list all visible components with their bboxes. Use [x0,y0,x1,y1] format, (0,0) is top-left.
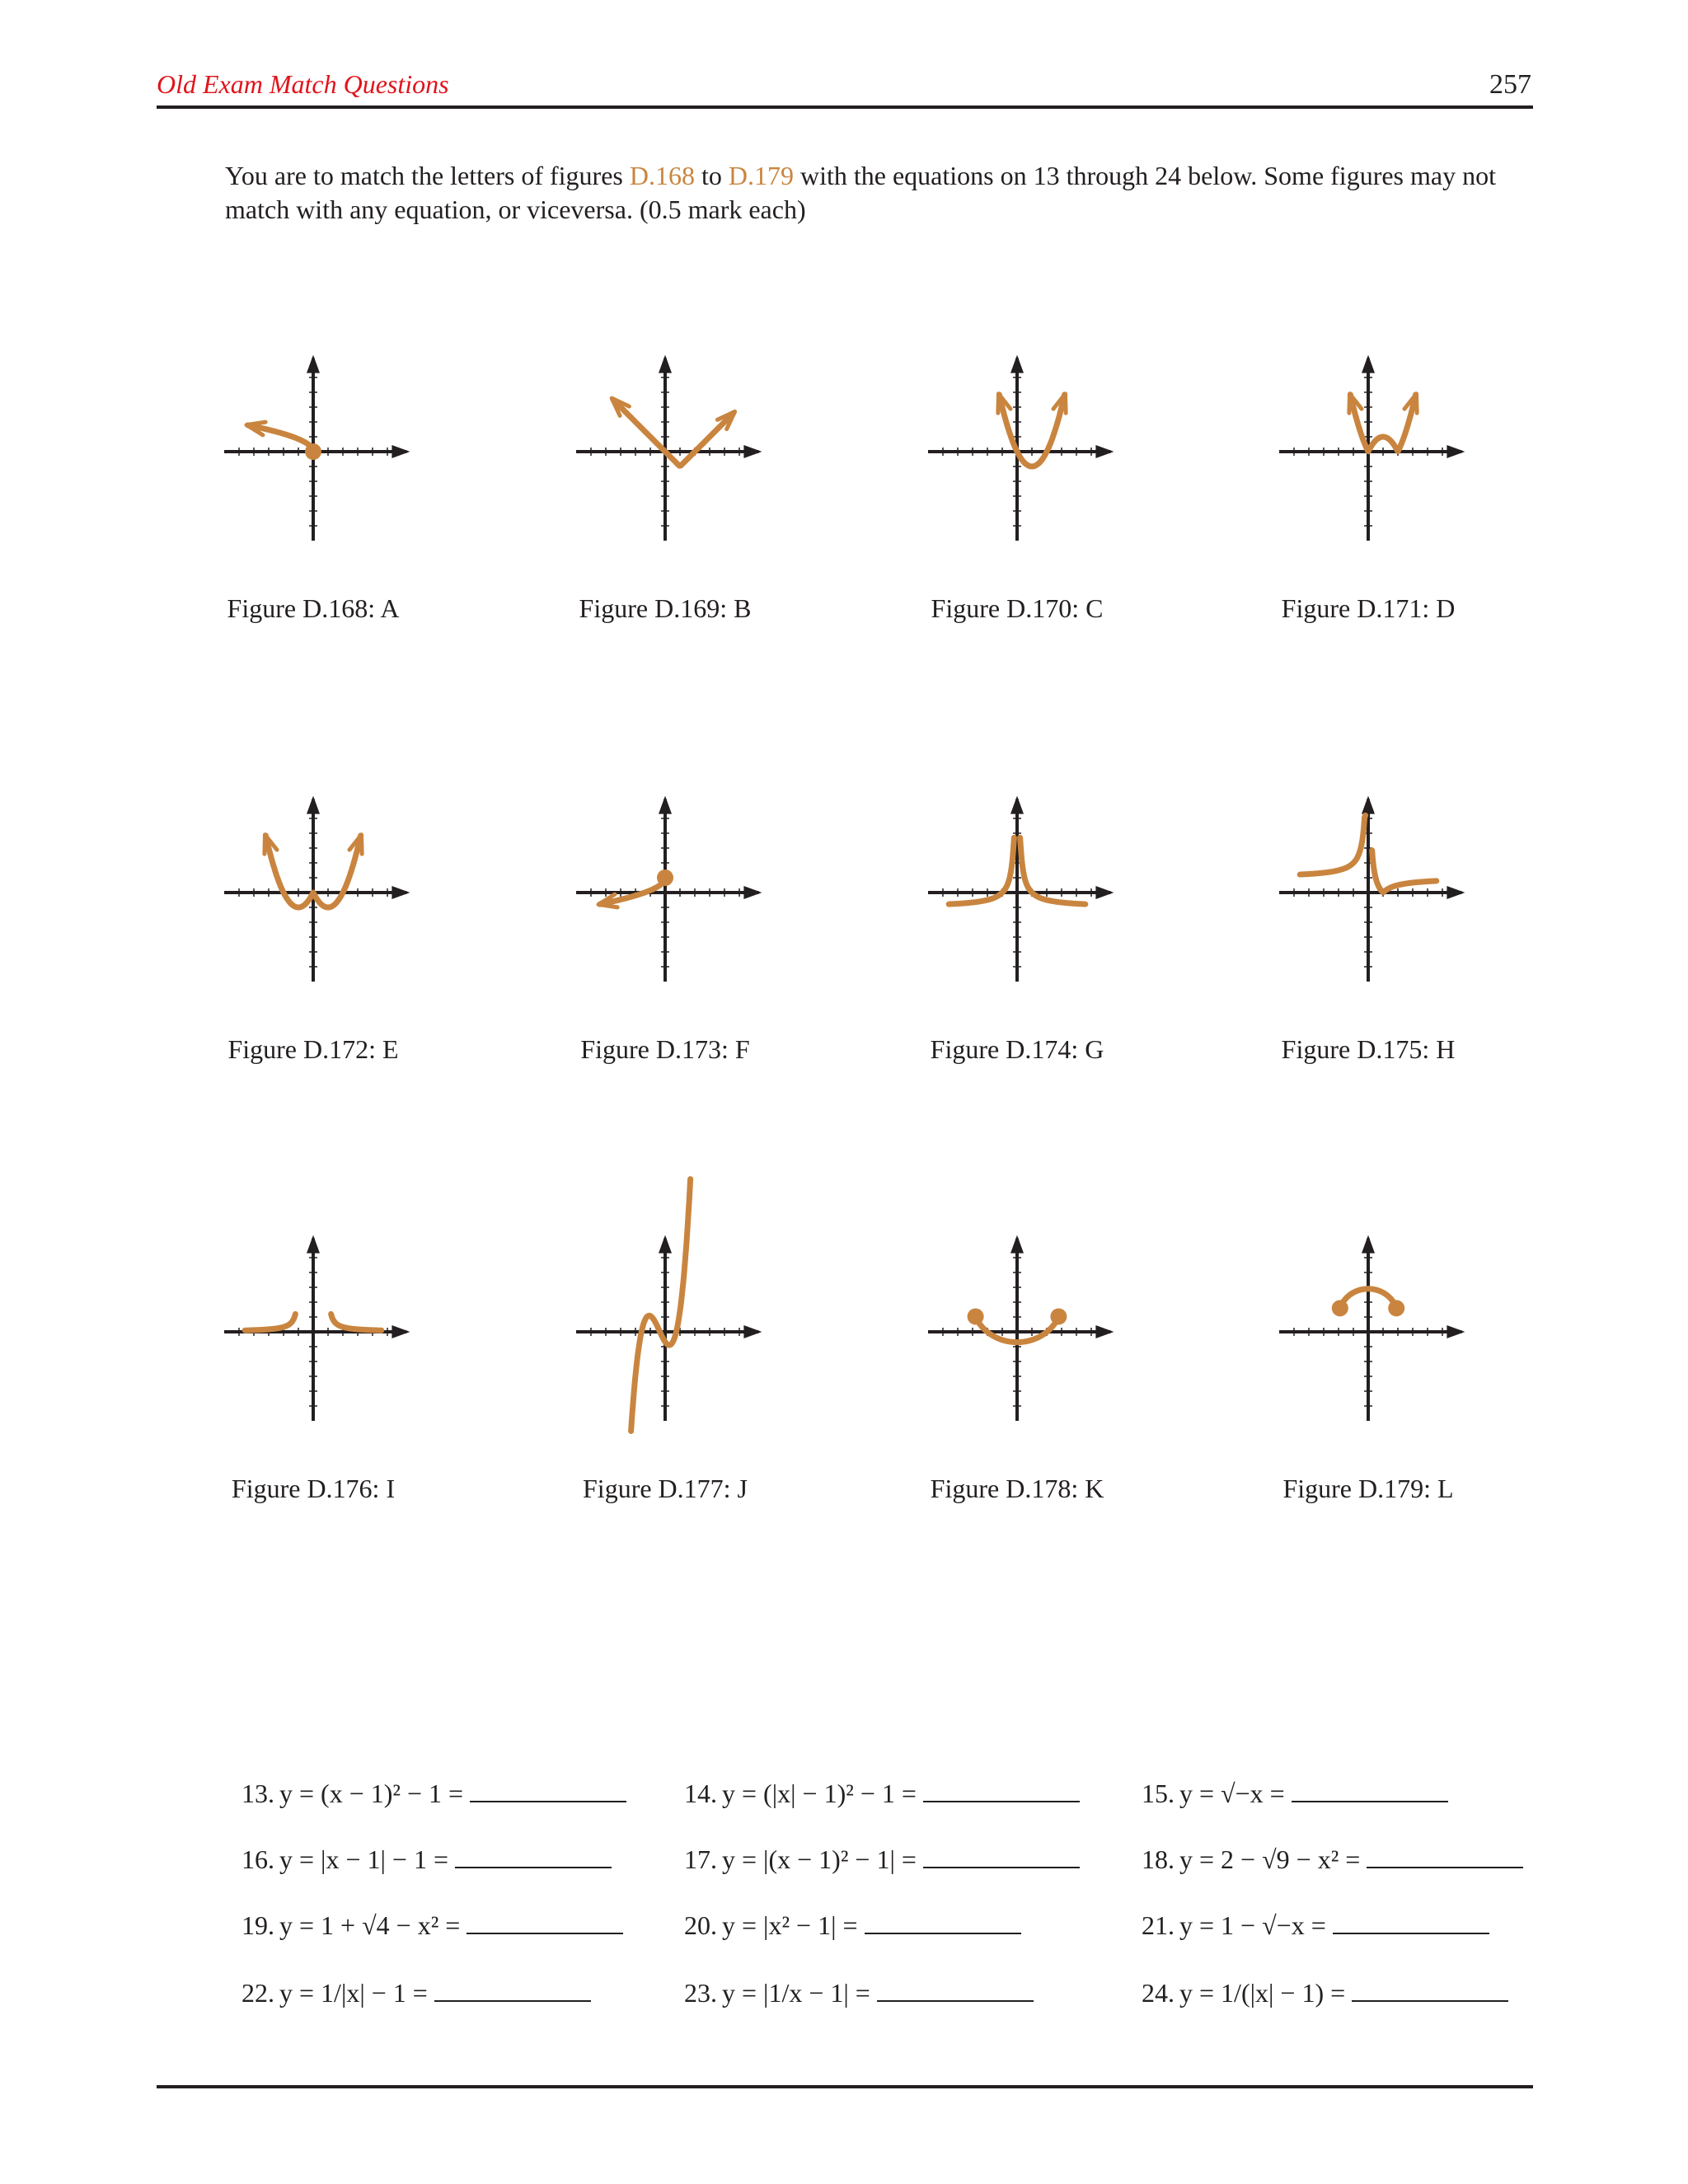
equation-text: y = |(x − 1)² − 1| = [722,1844,917,1874]
figure-ref-link[interactable]: D.179 [728,161,794,190]
figure-graph [844,272,1190,635]
equation-text: y = 1/|x| − 1 = [279,1978,428,2008]
equation-item [1142,1844,1523,1875]
answer-blank[interactable] [470,1801,626,1802]
figure-graph [844,713,1190,1076]
figure-caption: Figure D.176: I [231,1474,396,1503]
answer-blank[interactable] [434,2000,591,2002]
equation-number: 20. [684,1910,717,1940]
figure-panel [492,1152,838,1515]
equation-number: 13. [241,1779,274,1808]
coordinate-axes [928,1235,1114,1421]
equation-number: 24. [1142,1978,1175,2008]
equation-item [241,1779,626,1809]
equation-text: y = |x − 1| − 1 = [279,1844,448,1874]
graph-curve [613,400,734,466]
equation-text: y = √−x = [1179,1779,1285,1808]
endpoint-dot [305,443,321,460]
figure-graph [1195,272,1541,635]
figure-panel [140,1152,486,1515]
figure-caption: Figure D.179: L [1282,1474,1454,1503]
coordinate-axes [928,796,1114,982]
running-head: Old Exam Match Questions [157,69,449,99]
figure-caption: Figure D.169: B [579,593,752,623]
figure-caption: Figure D.168: A [227,593,400,623]
graph-curve [1350,395,1415,452]
answer-blank[interactable] [1367,1867,1523,1868]
answer-blank[interactable] [1352,2000,1508,2002]
equation-number: 22. [241,1978,274,2008]
answer-blank[interactable] [865,1933,1021,1934]
figure-panel [492,272,838,635]
coordinate-axes [576,355,762,541]
answer-blank[interactable] [923,1801,1080,1802]
figure-caption: Figure D.171: D [1281,593,1456,623]
answer-blank[interactable] [467,1933,623,1934]
figure-ref-link[interactable]: D.168 [629,161,695,190]
figure-panel [1195,713,1541,1076]
equation-number: 23. [684,1978,717,2008]
equation-number: 16. [241,1844,274,1874]
equation-item [684,1978,1034,2008]
equation-item [241,1910,623,1941]
equation-item [241,1978,591,2008]
equation-text: y = 1/(|x| − 1) = [1179,1978,1346,2008]
figure-graph [140,272,486,635]
figure-graph [1195,713,1541,1076]
endpoint-dot [657,869,673,886]
graph-curve [245,1314,295,1330]
instructions-text: to [694,161,729,190]
instructions-text: You are to match the letters of figures [225,161,630,190]
graph-curve [631,1179,691,1432]
figure-graph [492,1152,838,1515]
equation-text: y = 2 − √9 − x² = [1179,1844,1361,1874]
coordinate-axes [1279,796,1465,982]
figure-graph [140,1152,486,1515]
equation-text: y = 1 + √4 − x² = [279,1910,461,1940]
figure-graph [492,272,838,635]
equation-text: y = 1 − √−x = [1179,1910,1326,1940]
equation-number: 21. [1142,1910,1175,1940]
figure-caption: Figure D.177: J [583,1474,748,1503]
answer-blank[interactable] [1333,1933,1489,1934]
figure-caption: Figure D.175: H [1281,1034,1456,1064]
page-number: 257 [1489,69,1531,100]
equation-item [1142,1779,1448,1809]
equation-number: 19. [241,1910,274,1940]
figure-graph [140,713,486,1076]
equation-number: 15. [1142,1779,1175,1808]
answer-blank[interactable] [1292,1801,1448,1802]
equation-number: 17. [684,1844,717,1874]
coordinate-axes [576,1235,762,1421]
figure-panel [140,713,486,1076]
figure-panel [140,272,486,635]
equation-text: y = (x − 1)² − 1 = [279,1779,464,1808]
figure-graph [844,1152,1190,1515]
graph-curve [1372,851,1437,893]
figure-caption: Figure D.178: K [930,1474,1104,1503]
equation-item [684,1844,1080,1875]
coordinate-axes [224,796,410,982]
figure-panel [844,272,1190,635]
graph-curve [331,1314,382,1330]
figure-graph [1195,1152,1541,1515]
figure-panel [844,713,1190,1076]
answer-blank[interactable] [877,2000,1034,2002]
equation-item [1142,1910,1489,1941]
graph-curve [248,425,313,452]
equation-item [1142,1978,1508,2008]
graph-curve [1300,815,1365,874]
coordinate-axes [928,355,1114,541]
equation-text: y = (|x| − 1)² − 1 = [722,1779,917,1808]
figure-panel [1195,1152,1541,1515]
figure-panel [492,713,838,1076]
header-rule [157,105,1533,109]
equation-item [684,1910,1021,1941]
answer-blank[interactable] [923,1867,1080,1868]
figure-caption: Figure D.172: E [227,1034,399,1064]
answer-blank[interactable] [455,1867,612,1868]
equation-number: 18. [1142,1844,1175,1874]
equation-number: 14. [684,1779,717,1808]
equation-item [241,1844,612,1875]
figure-caption: Figure D.174: G [930,1034,1104,1064]
figure-graph [492,713,838,1076]
endpoint-dot [1388,1300,1404,1316]
endpoint-dot [968,1308,984,1324]
endpoint-dot [1332,1300,1348,1316]
instructions-text: with the equations on 13 through 24 below. Some figures may not match with any equation, or viceversa. (0.5 mark each) [225,161,1496,224]
figure-caption: Figure D.173: F [580,1034,750,1064]
coordinate-axes [1279,1235,1465,1421]
endpoint-dot [1050,1308,1067,1324]
figure-caption: Figure D.170: C [931,593,1104,623]
footer-rule [157,2085,1533,2088]
equation-item [684,1779,1080,1809]
figure-panel [1195,272,1541,635]
equation-text: y = |1/x − 1| = [722,1978,870,2008]
figure-panel [844,1152,1190,1515]
instructions [225,159,1527,227]
coordinate-axes [576,796,762,982]
equation-text: y = |x² − 1| = [722,1910,858,1940]
